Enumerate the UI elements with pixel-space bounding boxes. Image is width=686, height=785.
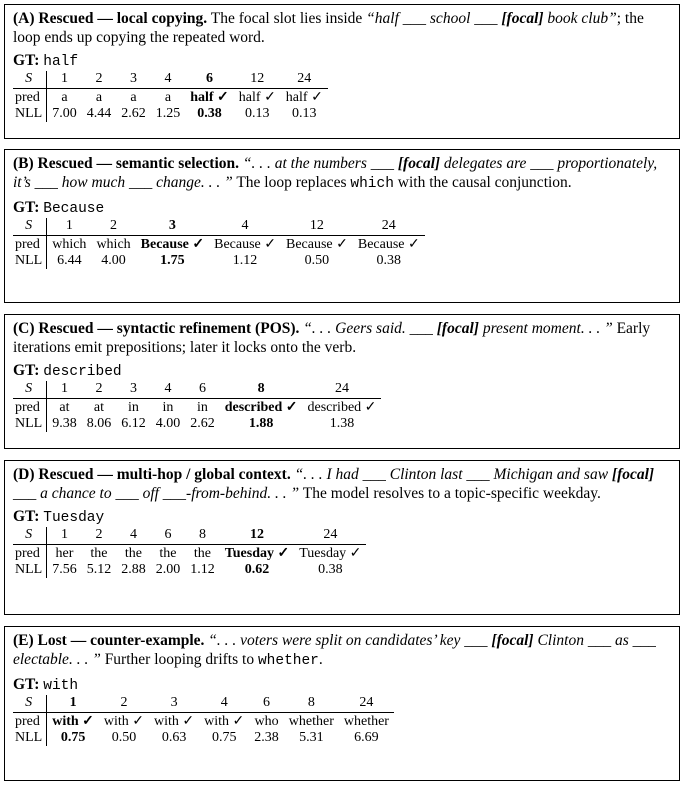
panel-c [4, 314, 680, 449]
table-row-pred [13, 89, 328, 107]
table-row-pred [13, 236, 425, 254]
table-cell: in [162, 400, 174, 415]
table-cell: 3 [149, 695, 199, 713]
caption-quote: Clinton ___ as ___ electable. . . ” [13, 632, 656, 668]
table-cell: 0.13 [292, 106, 317, 121]
table-cell: 12 [281, 218, 353, 236]
table-cell: half ✓ [190, 90, 229, 105]
panel-title: (C) Rescued — syntactic refinement (POS). [13, 320, 300, 337]
table-cell: 0.38 [318, 562, 343, 577]
table-cell: who [254, 714, 279, 729]
caption-quote: “. . . voters were split on candidates’ key ___ [204, 632, 492, 649]
caption-text: The model resolves to a topic-specific weekday. [299, 485, 601, 502]
table-cell: 0.75 [60, 730, 86, 745]
gt-value: Because [43, 201, 105, 217]
results-table [13, 527, 366, 578]
panel-title: (D) Rescued — multi-hop / global context. [13, 466, 291, 483]
gt-value: half [43, 54, 79, 70]
table-cell: described ✓ [307, 400, 377, 415]
table-cell: 6.44 [57, 253, 82, 268]
panel-title: (E) Lost — counter-example. [13, 632, 205, 649]
table-cell: 2.00 [155, 562, 181, 577]
table-cell: with ✓ [204, 714, 245, 729]
panel-caption [13, 319, 673, 357]
table-cell: 1 [47, 695, 99, 713]
table-cell: 6 [151, 527, 186, 545]
table-cell: 2.88 [121, 562, 146, 577]
focal-token: [focal] [436, 320, 479, 337]
gt-label: GT: [13, 676, 40, 693]
table-cell: whether [343, 714, 389, 729]
table-cell: 1.25 [155, 106, 181, 121]
table-cell: 6 [185, 71, 234, 89]
gt-value: described [43, 364, 122, 380]
table-cell: 2.38 [254, 730, 279, 745]
results-table [13, 695, 394, 746]
gt-label: GT: [13, 508, 40, 525]
table-cell: a [164, 90, 172, 105]
table-cell: 24 [339, 695, 394, 713]
row-label: S [13, 71, 47, 89]
table-cell: at [59, 400, 70, 415]
table-cell: Because ✓ [140, 237, 205, 252]
table-cell: the [193, 546, 212, 561]
caption-text: Further looping drifts to [100, 651, 258, 668]
table-cell: her [55, 546, 74, 561]
table-cell: 24 [294, 527, 366, 545]
table-cell: 8 [220, 381, 303, 399]
results-table [13, 71, 328, 122]
table-cell: Because ✓ [285, 237, 348, 252]
table-cell: 1.12 [232, 253, 258, 268]
caption-quote: book club” [543, 10, 617, 27]
row-label: NLL [13, 253, 47, 269]
table-cell: Because ✓ [214, 237, 276, 252]
table-cell: 24 [303, 381, 382, 399]
table-cell: Tuesday ✓ [299, 546, 362, 561]
table-cell: 7.00 [52, 106, 77, 121]
caption-text: The loop replaces [232, 174, 351, 191]
table-cell: 1 [47, 527, 82, 545]
results-table [13, 381, 381, 432]
table-cell: 9.38 [52, 416, 77, 431]
table-cell: 0.38 [376, 253, 402, 268]
row-label: S [13, 695, 47, 713]
table-cell: Because ✓ [357, 237, 420, 252]
panel-d [4, 460, 680, 615]
focal-token: [focal] [611, 466, 655, 483]
row-label: NLL [13, 416, 47, 432]
table-cell: 1.88 [248, 416, 274, 431]
panel-caption [13, 154, 673, 194]
table-row-nll [13, 253, 425, 269]
table-cell: 5.31 [299, 730, 324, 745]
table-cell: Tuesday ✓ [224, 546, 290, 561]
table-cell: whether [288, 714, 334, 729]
table-cell: 6.69 [354, 730, 379, 745]
table-cell: 3 [136, 218, 209, 236]
table-header-row [13, 218, 425, 236]
table-row-nll [13, 562, 366, 578]
table-cell: 2 [99, 695, 149, 713]
panel-title: (B) Rescued — semantic selection. [13, 155, 239, 172]
table-cell: 12 [234, 71, 281, 89]
row-label: pred [13, 545, 47, 563]
row-label: NLL [13, 562, 47, 578]
table-cell: 7.56 [52, 562, 77, 577]
table-cell: 0.13 [245, 106, 270, 121]
ground-truth [13, 676, 673, 695]
table-cell: in [128, 400, 139, 415]
table-row-pred [13, 545, 366, 563]
table-row-pred [13, 713, 394, 731]
table-cell: 4 [151, 71, 186, 89]
table-cell: 6 [249, 695, 284, 713]
table-cell: 0.62 [244, 562, 270, 577]
table-cell: in [197, 400, 208, 415]
results-table [13, 218, 425, 269]
panel-title: (A) Rescued — local copying. [13, 10, 208, 27]
table-row-nll [13, 106, 328, 122]
table-cell: 24 [353, 218, 425, 236]
row-label: S [13, 527, 47, 545]
caption-text: The focal slot lies inside [207, 10, 367, 27]
caption-text: ; the loop ends up copying the repeated word. [13, 10, 644, 46]
focal-token: [focal] [501, 10, 544, 27]
panel-caption [13, 9, 673, 47]
focal-token: [focal] [397, 155, 441, 172]
table-header-row [13, 695, 394, 713]
table-header-row [13, 527, 366, 545]
table-cell: with ✓ [154, 714, 195, 729]
gt-value: with [43, 678, 79, 694]
table-cell: the [90, 546, 108, 561]
table-cell: which [52, 237, 87, 252]
table-cell: 6.12 [121, 416, 146, 431]
table-cell: a [61, 90, 68, 105]
table-cell: 2 [82, 71, 117, 89]
table-cell: with ✓ [103, 714, 145, 729]
table-cell: 2 [82, 527, 117, 545]
caption-quote: “. . . at the numbers ___ [239, 155, 398, 172]
table-cell: 1.12 [190, 562, 215, 577]
caption-code: whether [257, 653, 319, 669]
panel-b [4, 149, 680, 303]
panel-caption [13, 465, 673, 503]
row-label: pred [13, 236, 47, 254]
table-cell: 4.00 [101, 253, 126, 268]
caption-quote: delegates are ___ proportionately, it’s ___ how much ___ change. . . ” [13, 155, 658, 191]
table-cell: 8.06 [86, 416, 112, 431]
table-cell: 1 [47, 71, 82, 89]
caption-quote: “. . . I had ___ Clinton last ___ Michigan and saw [290, 466, 612, 483]
gt-label: GT: [13, 362, 40, 379]
table-cell: 0.50 [304, 253, 330, 268]
table-cell: 24 [281, 71, 328, 89]
table-cell: which [96, 237, 131, 252]
table-cell: 1.38 [329, 416, 355, 431]
gt-label: GT: [13, 199, 40, 216]
table-cell: 8 [185, 527, 220, 545]
caption-quote: present moment. . . ” [478, 320, 613, 337]
row-label: pred [13, 399, 47, 417]
gt-value: Tuesday [43, 510, 105, 526]
table-cell: 4.00 [155, 416, 181, 431]
table-cell: 4.44 [86, 106, 112, 121]
caption-text: . [318, 651, 323, 668]
table-cell: described ✓ [224, 400, 298, 415]
table-row-nll [13, 416, 381, 432]
row-label: NLL [13, 730, 47, 746]
table-row-nll [13, 730, 394, 746]
table-cell: at [93, 400, 105, 415]
table-row-pred [13, 399, 381, 417]
table-cell: 2 [91, 218, 135, 236]
row-label: S [13, 381, 47, 399]
table-cell: 3 [116, 381, 151, 399]
table-cell: 4 [116, 527, 151, 545]
table-cell: half ✓ [285, 90, 323, 105]
table-cell: a [130, 90, 137, 105]
table-cell: 4 [209, 218, 281, 236]
table-cell: 1 [47, 381, 82, 399]
table-cell: 0.75 [211, 730, 237, 745]
table-cell: 0.63 [161, 730, 187, 745]
table-cell: 12 [220, 527, 295, 545]
caption-text: with the causal conjunction. [393, 174, 572, 191]
ground-truth [13, 508, 673, 527]
table-cell: 2.62 [121, 106, 146, 121]
caption-text: Early iterations emit prepositions; later it locks onto the verb. [13, 320, 651, 356]
table-cell: 5.12 [86, 562, 112, 577]
caption-quote: “. . . Geers said. ___ [299, 320, 437, 337]
row-label: NLL [13, 106, 47, 122]
caption-quote: ___ a chance to ___ off ___-from-behind. . . ” [13, 485, 300, 502]
row-label: pred [13, 713, 47, 731]
gt-label: GT: [13, 52, 40, 69]
table-cell: 2 [82, 381, 117, 399]
panel-e [4, 626, 680, 781]
focal-token: [focal] [491, 632, 534, 649]
caption-code: which [350, 176, 394, 192]
ground-truth [13, 52, 673, 71]
caption-quote: “half ___ school ___ [366, 10, 502, 27]
table-header-row [13, 381, 381, 399]
table-cell: 2.62 [190, 416, 215, 431]
row-label: S [13, 218, 47, 236]
panel-a [4, 4, 680, 139]
table-cell: 3 [116, 71, 151, 89]
table-header-row [13, 71, 328, 89]
panel-caption [13, 631, 673, 671]
table-cell: 0.50 [111, 730, 137, 745]
table-cell: 8 [284, 695, 339, 713]
table-cell: half ✓ [238, 90, 276, 105]
table-cell: 4 [199, 695, 249, 713]
table-cell: the [124, 546, 143, 561]
ground-truth [13, 199, 673, 218]
table-cell: a [95, 90, 103, 105]
table-cell: the [159, 546, 177, 561]
table-cell: with ✓ [52, 714, 94, 729]
ground-truth [13, 362, 673, 381]
table-cell: 6 [185, 381, 220, 399]
table-cell: 1.75 [160, 253, 185, 268]
row-label: pred [13, 89, 47, 107]
table-cell: 4 [151, 381, 186, 399]
table-cell: 0.38 [197, 106, 222, 121]
table-cell: 1 [47, 218, 92, 236]
